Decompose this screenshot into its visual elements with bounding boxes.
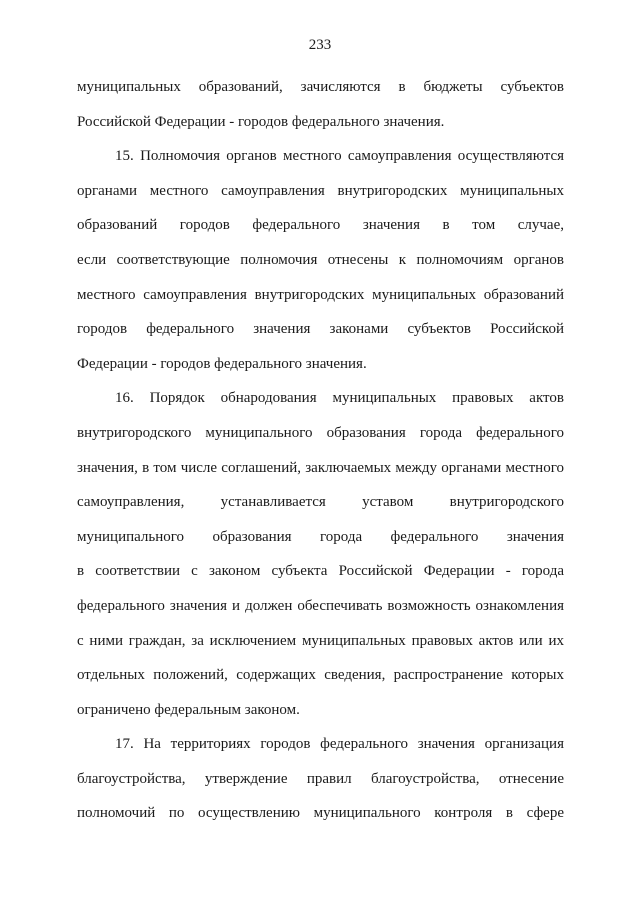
text-line: самоуправления, устанавливается уставом внутригородского xyxy=(77,494,564,511)
document-body xyxy=(77,70,564,831)
text-line: благоустройства, утверждение правил благоустройства, отнесение xyxy=(77,770,564,787)
page-number: 233 xyxy=(308,37,332,53)
text-line: муниципальных образований, зачисляются в бюджеты субъектов xyxy=(77,79,564,95)
text-line: Российской Федерации - городов федерального значения. xyxy=(77,113,445,130)
text-line: органами местного самоуправления внутригородских муниципальных xyxy=(77,182,564,199)
text-line: Федерации - городов федерального значения. xyxy=(77,355,367,372)
text-line: значения, в том числе соглашений, заключаемых между органами местного xyxy=(77,459,564,476)
text-line: внутригородского муниципального образования города федерального xyxy=(77,424,564,441)
text-line: ограничено федеральным законом. xyxy=(77,701,300,718)
text-line: полномочий по осуществлению муниципального контроля в сфере xyxy=(77,805,564,822)
text-line: с ними граждан, за исключением муниципальных правовых актов или их xyxy=(77,632,564,649)
paragraph-first-line: 17. На территориях городов федерального значения организация xyxy=(115,736,564,753)
text-line: в соответствии с законом субъекта Российской Федерации - города xyxy=(77,563,564,580)
text-line: муниципального образования города федерального значения xyxy=(77,528,564,545)
text-line: если соответствующие полномочия отнесены к полномочиям органов xyxy=(77,251,564,268)
text-line: образований городов федерального значения в том случае, xyxy=(77,217,564,234)
text-line: местного самоуправления внутригородских муниципальных образований xyxy=(77,286,564,303)
text-line: городов федерального значения законами субъектов Российской xyxy=(77,321,564,338)
paragraph-first-line: 15. Полномочия органов местного самоуправления осуществляются xyxy=(115,148,564,165)
text-line: отдельных положений, содержащих сведения, распространение которых xyxy=(77,667,564,684)
text-line: федерального значения и должен обеспечивать возможность ознакомления xyxy=(77,597,564,614)
paragraph-first-line: 16. Порядок обнародования муниципальных правовых актов xyxy=(115,390,564,407)
